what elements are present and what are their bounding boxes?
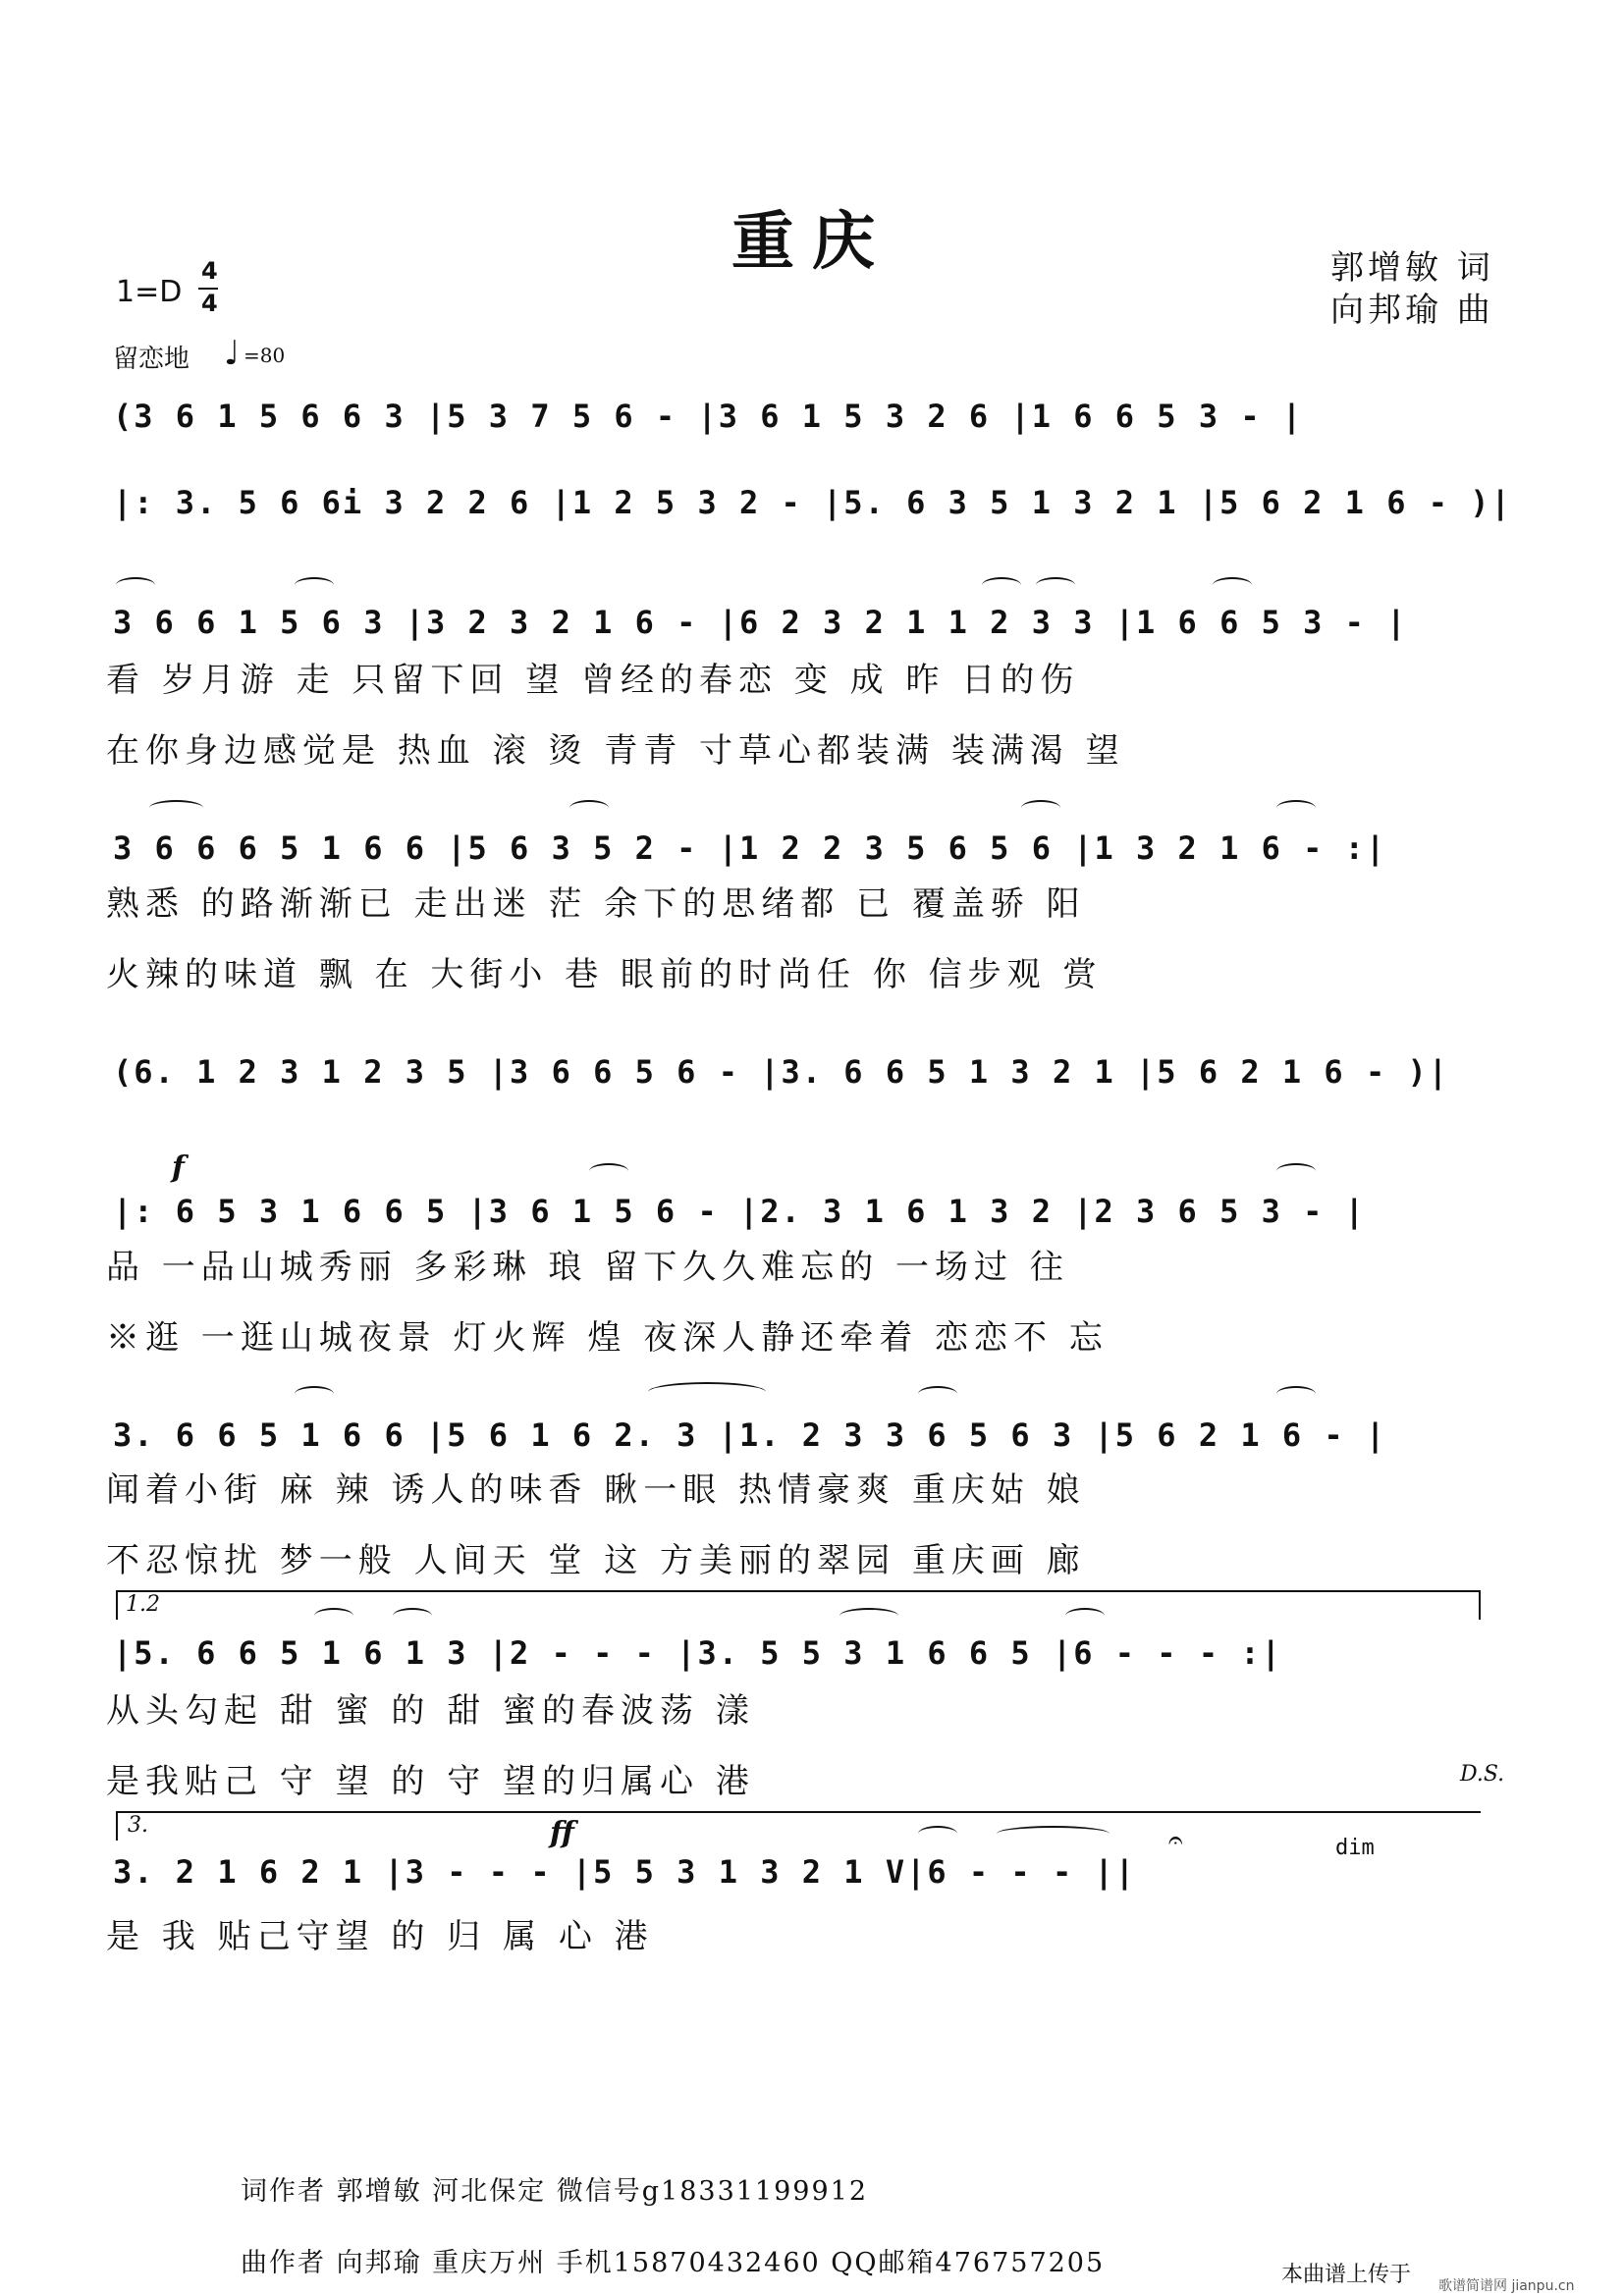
slur (569, 800, 609, 816)
slur (1276, 1163, 1316, 1179)
volta-label: 1.2 (126, 1592, 160, 1617)
dynamic-forte: f (172, 1150, 185, 1185)
lyric-line-1: 从头勾起 甜 蜜 的 甜 蜜的春波荡 漾 (106, 1691, 755, 1731)
lyric-line-2: 是我贴己 守 望 的 守 望的归属心 港 (106, 1762, 755, 1801)
slur (1213, 577, 1252, 593)
site-watermark: 歌谱简谱网 jianpu.cn (1438, 2278, 1575, 2294)
volta-bracket-line (116, 1590, 1481, 1592)
notation-row: 3 6 6 1 5 6 3 |3 2 3 2 1 6 - |6 2 3 2 1 1 2 3 3 |1 6 6 5 3 - | (113, 604, 1408, 641)
tempo-expression: 留恋地 (113, 345, 190, 374)
slur (589, 1163, 628, 1179)
lyric-line-2: 不忍惊扰 梦一般 人间天 堂 这 方美丽的翠园 重庆画 廊 (106, 1541, 1086, 1580)
slur (1065, 1608, 1105, 1624)
dynamic-fortissimo: ff (550, 1816, 574, 1850)
notation-row: |: 6 5 3 1 6 6 5 |3 6 1 5 6 - |2. 3 1 6 1 3 2 |2 3 6 5 3 - | (113, 1193, 1366, 1230)
tie (648, 1382, 766, 1402)
lyric-line-1: 闻着小街 麻 辣 诱人的味香 瞅一眼 热情豪爽 重庆姑 娘 (106, 1470, 1086, 1510)
slur (314, 1608, 353, 1624)
slur (1276, 800, 1316, 816)
volta-bracket-start (116, 1811, 118, 1841)
dal-segno: D.S. (1460, 1762, 1505, 1787)
lyricist-credit: 郭增敏 词 (1330, 248, 1494, 288)
lyric-line-1: 是 我 贴己守望 的 归 属 心 港 (106, 1917, 654, 1956)
volta-label: 3. (128, 1813, 148, 1838)
slur (295, 577, 334, 593)
lyric-line-1: 看 岁月游 走 只留下回 望 曾经的春恋 变 成 昨 日的伤 (106, 661, 1080, 700)
slur (295, 1386, 334, 1402)
composer-info: 曲作者 向邦瑜 重庆万州 手机15870432460 QQ邮箱476757205 (241, 2248, 1106, 2278)
time-signature-bottom: 4 (201, 290, 218, 317)
lyric-line-2: ※逛 一逛山城夜景 灯火辉 煌 夜深人静还牵着 恋恋不 忘 (106, 1318, 1109, 1358)
slur (918, 1826, 957, 1842)
slur (1036, 577, 1075, 593)
notation-row: 3. 6 6 5 1 6 6 |5 6 1 6 2. 3 |1. 2 3 3 6 5 6 3 |5 6 2 1 6 - | (113, 1416, 1387, 1454)
slur (839, 1608, 898, 1624)
slur (982, 577, 1021, 593)
lyric-line-2: 在你身边感觉是 热血 滚 烫 青青 寸草心都装满 装满渴 望 (106, 731, 1125, 771)
lyric-line-1: 品 一品山城秀丽 多彩琳 琅 留下久久难忘的 一场过 往 (106, 1248, 1069, 1287)
slur (1021, 800, 1060, 816)
composer-credit: 向邦瑜 曲 (1330, 291, 1494, 330)
fermata-icon: 𝄐 (1168, 1826, 1183, 1855)
volta-bracket-line (116, 1811, 1481, 1813)
notation-row: |5. 6 6 5 1 6 1 3 |2 - - - |3. 5 5 3 1 6 6 5 |6 - - - :| (113, 1634, 1282, 1672)
volta-bracket-start (116, 1590, 118, 1620)
notation-row: |: 3. 5 6 6i 3 2 2 6 |1 2 5 3 2 - |5. 6 3 5 1 3 2 1 |5 6 2 1 6 - )| (113, 484, 1512, 521)
lyricist-info: 词作者 郭增敏 河北保定 微信号g18331199912 (241, 2176, 868, 2207)
slur (149, 800, 203, 816)
notation-row: (6. 1 2 3 1 2 3 5 |3 6 6 5 6 - |3. 6 6 5 1 3 2 1 |5 6 2 1 6 - )| (113, 1053, 1449, 1091)
notation-row: 3. 2 1 6 2 1 |3 - - - |5 5 3 1 3 2 1 V|6 - - - || (113, 1853, 1137, 1891)
quarter-note-icon: ♩ (224, 334, 241, 373)
song-title: 重庆 (731, 205, 893, 279)
upload-watermark: 本曲谱上传于 (1281, 2263, 1412, 2287)
volta-bracket-end (1479, 1590, 1481, 1620)
tempo-bpm: =80 (244, 344, 286, 367)
lyric-line-2: 火辣的味道 飘 在 大街小 巷 眼前的时尚任 你 信步观 赏 (106, 955, 1103, 994)
notation-row: (3 6 1 5 6 6 3 |5 3 7 5 6 - |3 6 1 5 3 2 6 |1 6 6 5 3 - | (113, 398, 1304, 435)
slur (1276, 1386, 1316, 1402)
notation-row: 3 6 6 6 5 1 6 6 |5 6 3 5 2 - |1 2 2 3 5 6 5 6 |1 3 2 1 6 - :| (113, 829, 1387, 867)
lyric-line-1: 熟悉 的路渐渐已 走出迷 茫 余下的思绪都 已 覆盖骄 阳 (106, 884, 1086, 924)
key-signature: 1=D (116, 275, 183, 309)
slur (997, 1826, 1110, 1842)
slur (393, 1608, 432, 1624)
time-signature-top: 4 (201, 257, 218, 285)
dynamic-diminuendo: dim (1335, 1836, 1375, 1860)
slur (918, 1386, 957, 1402)
slur (116, 577, 155, 593)
